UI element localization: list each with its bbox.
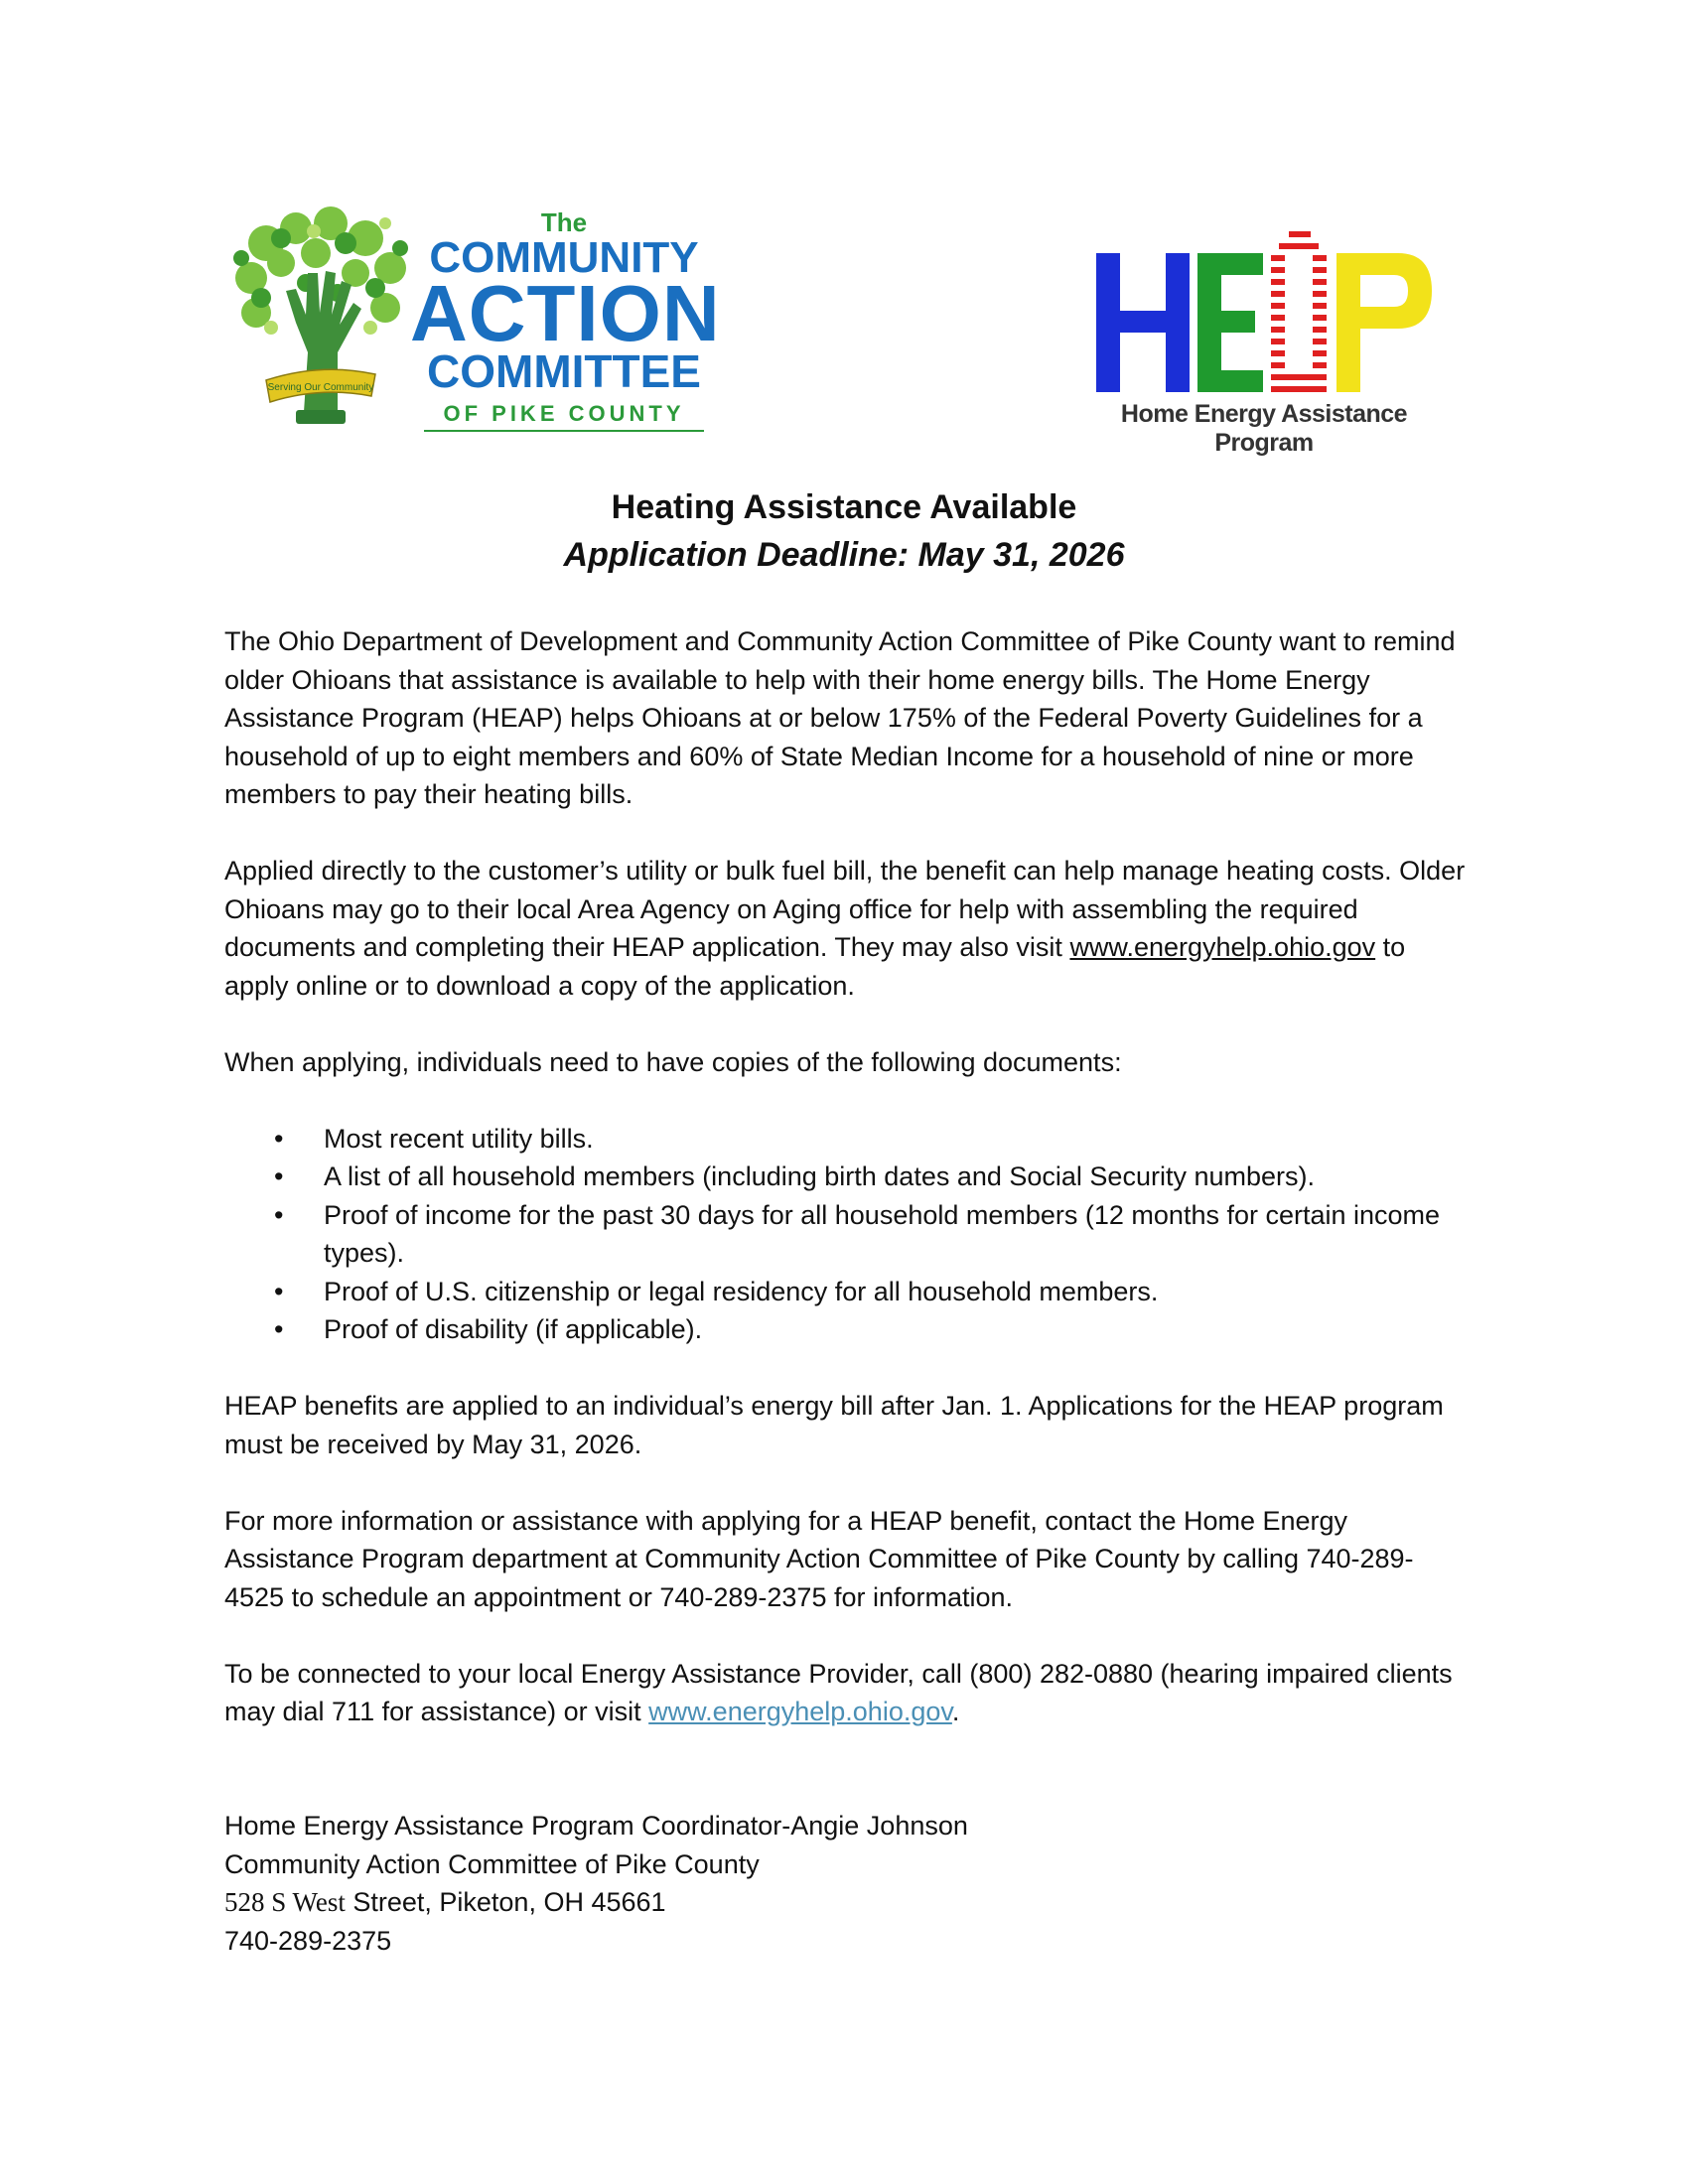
cac-committee: COMMITTEE <box>427 345 701 397</box>
paragraph-contact: For more information or assistance with applying for a HEAP benefit, contact the Home Energy Assistance Program department at Community Action Committee of Pike County by calling 740-289-4525 to schedule an appointment or 740-289-2375 for information. <box>224 1505 1414 1612</box>
heap-caption: Home Energy Assistance Program <box>1120 400 1408 457</box>
heap-e <box>1197 253 1263 392</box>
paragraph-provider-tail: . <box>951 1697 960 1726</box>
paragraph-provider-text: To be connected to your local Energy Assistance Provider, call (800) 282-0880 (hearing impaired clients may dial 711 for assistance) or visit <box>224 1658 1453 1726</box>
address-line <box>224 1883 1466 1922</box>
ribbon-text: Serving Our Community <box>267 382 374 393</box>
phone-line: 740-289-2375 <box>224 1925 392 1956</box>
list-item: • A list of all household members (including birth dates and Social Security numbers). <box>224 1158 1466 1196</box>
body-text <box>224 622 1466 1769</box>
paragraph-benefit-text: Applied directly to the customer’s utility or bulk fuel bill, the benefit can help manage heating costs. Older Ohioans may go to their local Area Agency on Aging office for help with assembling the required documents and completing their HEAP application. They may also visit <box>224 856 1466 962</box>
heap-logo <box>1090 223 1438 457</box>
paragraph-provider <box>224 1655 1466 1731</box>
list-item: • Proof of disability (if applicable). <box>224 1310 1466 1349</box>
list-item: • Proof of income for the past 30 days for all household members (12 months for certain income types). <box>224 1196 1466 1273</box>
cac-community: COMMUNITY <box>429 233 699 282</box>
paragraph-benefit-tail: to apply online or to download a copy of the application. <box>224 932 1406 1001</box>
documents-list <box>224 1120 1466 1349</box>
list-item: • Proof of U.S. citizenship or legal residency for all household members. <box>224 1273 1466 1311</box>
heap-h <box>1096 253 1190 392</box>
heap-a-house <box>1271 231 1327 392</box>
cac-action: ACTION <box>410 269 721 357</box>
list-item: • Most recent utility bills. <box>224 1120 1466 1159</box>
list-intro: When applying, individuals need to have copies of the following documents: <box>224 1046 1122 1077</box>
address-rest: Street, Piketon, OH 45661 <box>345 1887 666 1917</box>
paragraph-deadline: HEAP benefits are applied to an individual’s energy bill after Jan. 1. Applications for the HEAP program must be received by May 31, 2026. <box>224 1391 1444 1459</box>
energyhelp-link[interactable]: www.energyhelp.ohio.gov <box>1069 932 1376 962</box>
address-number: 528 S West <box>224 1887 346 1917</box>
cac-the: The <box>540 207 588 237</box>
heap-letters-icon <box>1090 223 1438 402</box>
cac-logo <box>226 204 721 432</box>
signature-block <box>224 1807 1466 1960</box>
page-subtitle: Application Deadline: May 31, 2026 <box>563 536 1125 574</box>
paragraph-benefit <box>224 852 1466 1005</box>
cac-wordmark <box>410 204 721 432</box>
organization-line: Community Action Committee of Pike County <box>224 1848 760 1879</box>
energyhelp-link-2[interactable]: www.energyhelp.ohio.gov <box>648 1697 952 1726</box>
cac-county: OF PIKE COUNTY <box>424 400 704 432</box>
paragraph-intro: The Ohio Department of Development and Community Action Committee of Pike County want to remind older Ohioans that assistance is available to help with their home energy bills. The Home Energy Assistance Program (HEAP) helps Ohioans at or below 175% of the Federal Poverty Guidelines for a household of up to eight members and 60% of State Median Income for a household of nine or more members to pay their heating bills. <box>224 626 1456 809</box>
page-title: Heating Assistance Available <box>611 488 1077 526</box>
coordinator-line: Home Energy Assistance Program Coordinator-Angie Johnson <box>224 1811 968 1841</box>
tree-hand-icon <box>226 204 415 432</box>
heap-p <box>1336 253 1432 392</box>
